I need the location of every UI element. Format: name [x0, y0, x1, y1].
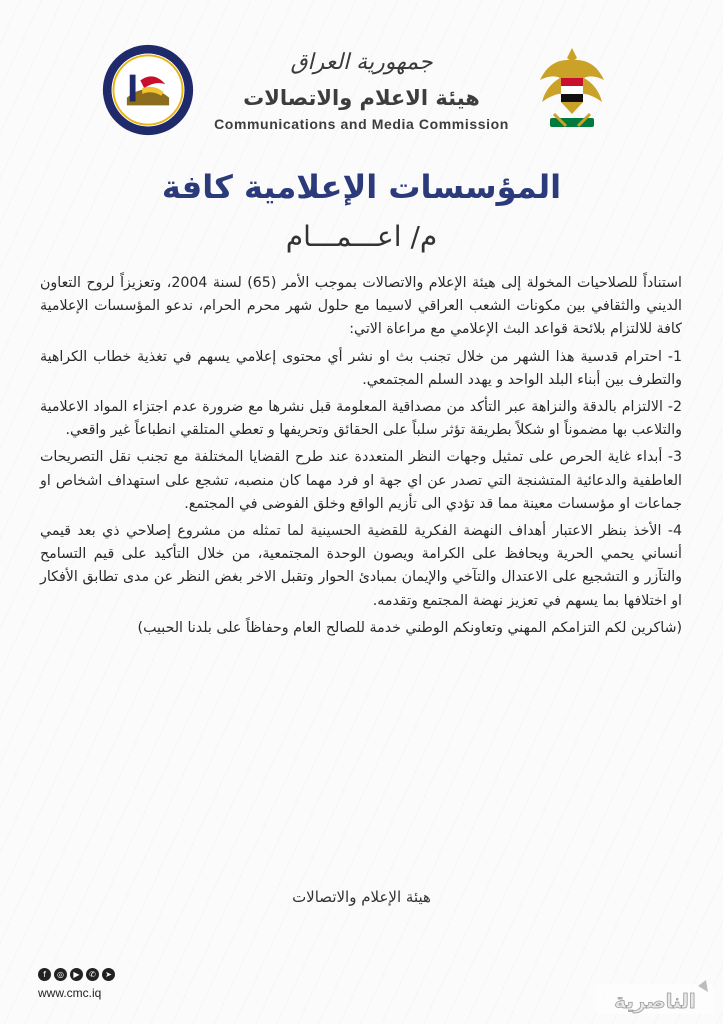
telegram-icon[interactable]: ➤ [102, 968, 115, 981]
point-3-paragraph: 3- أبداء غاية الحرص على تمثيل وجهات النظر المتعددة عند طرح القضايا المختلفة مع تجنب نقل التصريحات العاطفية والدعائية المتشنجة التي تصدر عن اي جهة او فرد مهما كان منصبه، تشجع على استهداف اشخاص او جماعات او مؤسسات معينة مما قد تؤدي الى تأزيم الواقع وخلق الفوضى في المجتمع. [40, 449, 682, 512]
svg-text:الناصرية: الناصرية [614, 989, 696, 1013]
alnasiriya-watermark-logo [596, 978, 714, 1018]
facebook-icon[interactable]: f [38, 968, 51, 981]
country-script-title: جمهورية العراق [290, 50, 433, 75]
whatsapp-icon[interactable]: ✆ [86, 968, 99, 981]
letter-body [40, 272, 682, 644]
social-icons-row [38, 968, 115, 981]
website-link[interactable]: www.cmc.iq [38, 986, 102, 1000]
iraq-eagle-emblem-icon [536, 40, 608, 140]
youtube-icon[interactable]: ▶ [70, 968, 83, 981]
point-4-paragraph: 4- الأخذ بنظر الاعتبار أهداف النهضة الفكرية للقضية الحسينية لما تمثله من مشروع إصلاحي ذي بعد قيمي أنساني يحمي الحرية ويحافظ على الكرامة ويصون الوحدة المجتمعية، من خلال التأكيد على قيم التسامح والتآزر و التشجيع على الاعتدال والتآخي والإيمان بمبادئ الحوار وتقبل الاخر بغض النظر عن مدى تطابق الأفكار او اختلافها بما يسهم في تعزيز نهضة المجتمع وتقدمه. [40, 523, 682, 609]
org-name-arabic: هيئة الاعلام والاتصالات [243, 86, 480, 110]
closing-statement: (شاكرين لكم التزامكم المهني وتعاونكم الوطني خدمة للصالح العام وحفاظاً على بلدنا الحبيب) [137, 619, 682, 636]
document-subject: م/ اعـــمـــام [285, 220, 438, 253]
signature-line: هيئة الإعلام والاتصالات [292, 888, 431, 906]
org-name-english: Communications and Media Commission [214, 116, 509, 132]
document-headline: المؤسسات الإعلامية كافة [161, 168, 562, 206]
intro-paragraph: استناداً للصلاحيات المخولة إلى هيئة الإعلام والاتصالات بموجب الأمر (65) لسنة 2004، وتعزيزاً لروح التعاون الديني والثقافي بين مكونات الشعب العراقي لاسيما مع حلول شهر محرم الحرام، ندعو المؤسسات الإعلامية كافة للالتزام بلائحة قواعد البث الإعلامي مع مراعاة الاتي: [40, 275, 682, 338]
instagram-icon[interactable]: ◎ [54, 968, 67, 981]
letterhead [0, 28, 723, 138]
point-1-paragraph: 1- احترام قدسية هذا الشهر من خلال تجنب بث او نشر أي محتوى إعلامي يسهم في تغذية خطاب الكراهية والتطرف بين أبناء البلد الواحد و يهدد السلم المجتمعي. [40, 348, 682, 388]
point-2-paragraph: 2- الالتزام بالدقة والنزاهة عبر التأكد من مصداقية المعلومة قبل نشرها مع ضرورة عدم اجتزاء المواد الاعلامية والتلاعب بها مضموناً او شكلاً بطريقة تؤثر سلباً على الحقائق وتحريفها و تعطي المتلقي انطباعاً غير واقعي. [40, 399, 682, 439]
